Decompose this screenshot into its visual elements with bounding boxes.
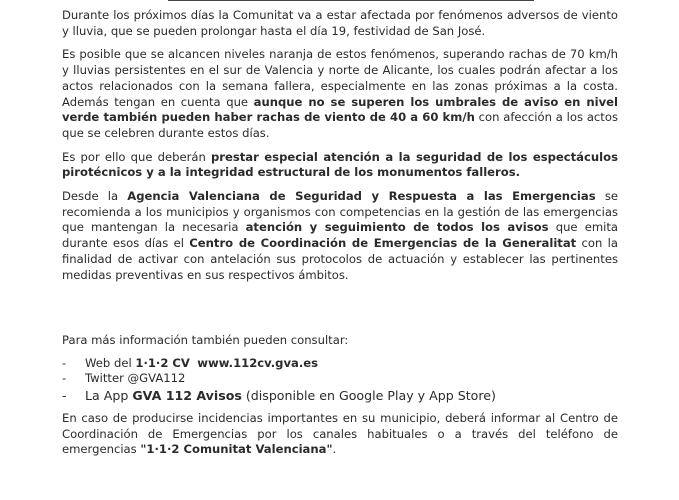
agency-text-3: que emita durante esos días el (62, 220, 619, 251)
contact-web-label: Web del (85, 355, 136, 370)
contact-item-web (62, 356, 618, 372)
document-body (62, 6, 618, 458)
paragraph-special-attention-text: Es por ello que deberán (62, 149, 211, 164)
list-dash: - (62, 387, 67, 403)
emergency-number-name: "1·1·2 Comunitat Valenciana" (140, 442, 333, 457)
contact-app-name: GVA 112 Avisos (132, 387, 242, 403)
paragraph-weather-warning (62, 8, 618, 39)
paragraph-orange-level-end: con afección a los actos que se celebren durante estos días. (62, 110, 618, 140)
coordination-center-name: Centro de Coordinación de Emergencias de la Generalitat (189, 236, 577, 251)
contact-web-url[interactable]: www.112cv.gva.es (197, 355, 319, 370)
agency-name: Agencia Valenciana de Seguridad y Respuesta a las Emergencias (127, 189, 596, 204)
paragraph-weather-warning-text: Durante los próximos días la Comunitat va a estar afectada por fenómenos adversos de viento y lluvia, que se pueden prolongar hasta el día 19, festividad de San José. (62, 8, 618, 38)
list-dash: - (62, 355, 67, 370)
contact-app-label: La App (85, 387, 133, 403)
agency-bold-attention: atención y seguimiento de todos los avisos (245, 220, 549, 235)
paragraph-special-attention (62, 150, 618, 181)
incident-report-text: En caso de producirse incidencias importantes en su municipio, deberá informar al Centro de Coordinación de Emergencias por los canales habituales o a través del teléfono de emergencias (62, 410, 618, 457)
top-rule-divider (168, 0, 534, 1)
contact-list (62, 356, 618, 404)
contact-twitter-label: Twitter (85, 371, 128, 386)
contact-heading: Para más información también pueden consultar: (62, 333, 349, 348)
contact-app-availability: (disponible en Google Play y App Store) (241, 387, 496, 403)
contact-item-twitter (62, 371, 618, 387)
agency-text-1: Desde la (62, 189, 128, 204)
contact-item-app (62, 387, 618, 404)
paragraph-orange-level (62, 47, 618, 141)
paragraph-incident-report (62, 411, 618, 458)
paragraph-agency-recommendation (62, 189, 618, 283)
agency-text-4: con la finalidad de activar con antelación sus protocolos de actuación y establecer las pertinentes medidas preventivas en sus respectivos ámbitos. (62, 236, 618, 282)
contact-web-brand: 1·1·2 CV (135, 355, 190, 370)
agency-text-2: se recomienda a los municipios y organismos con competencias en la gestión de las emergencias que mantengan la necesaria (62, 189, 618, 235)
paragraph-orange-level-text: Es posible que se alcancen niveles naranja de estos fenómenos, superando rachas de 70 km/h y lluvias persistentes en el sur de Valencia y norte de Alicante, los cuales podrán afectar a los actos relacionados con la semana fallera, especialmente en las zonas próximas a la costa. Además tengan en cuenta que (62, 47, 618, 109)
paragraph-special-attention-bold: prestar especial atención a la seguridad de los espectáculos pirotécnicos y a la integridad estructural de los monumentos falleros. (62, 149, 618, 180)
paragraph-orange-level-bold: aunque no se superen los umbrales de aviso en nivel verde también pueden haber rachas de viento de 40 a 60 km/h (62, 94, 618, 125)
incident-report-end: . (332, 442, 337, 457)
list-dash: - (62, 371, 67, 386)
contact-twitter-handle[interactable]: @GVA112 (127, 371, 186, 386)
